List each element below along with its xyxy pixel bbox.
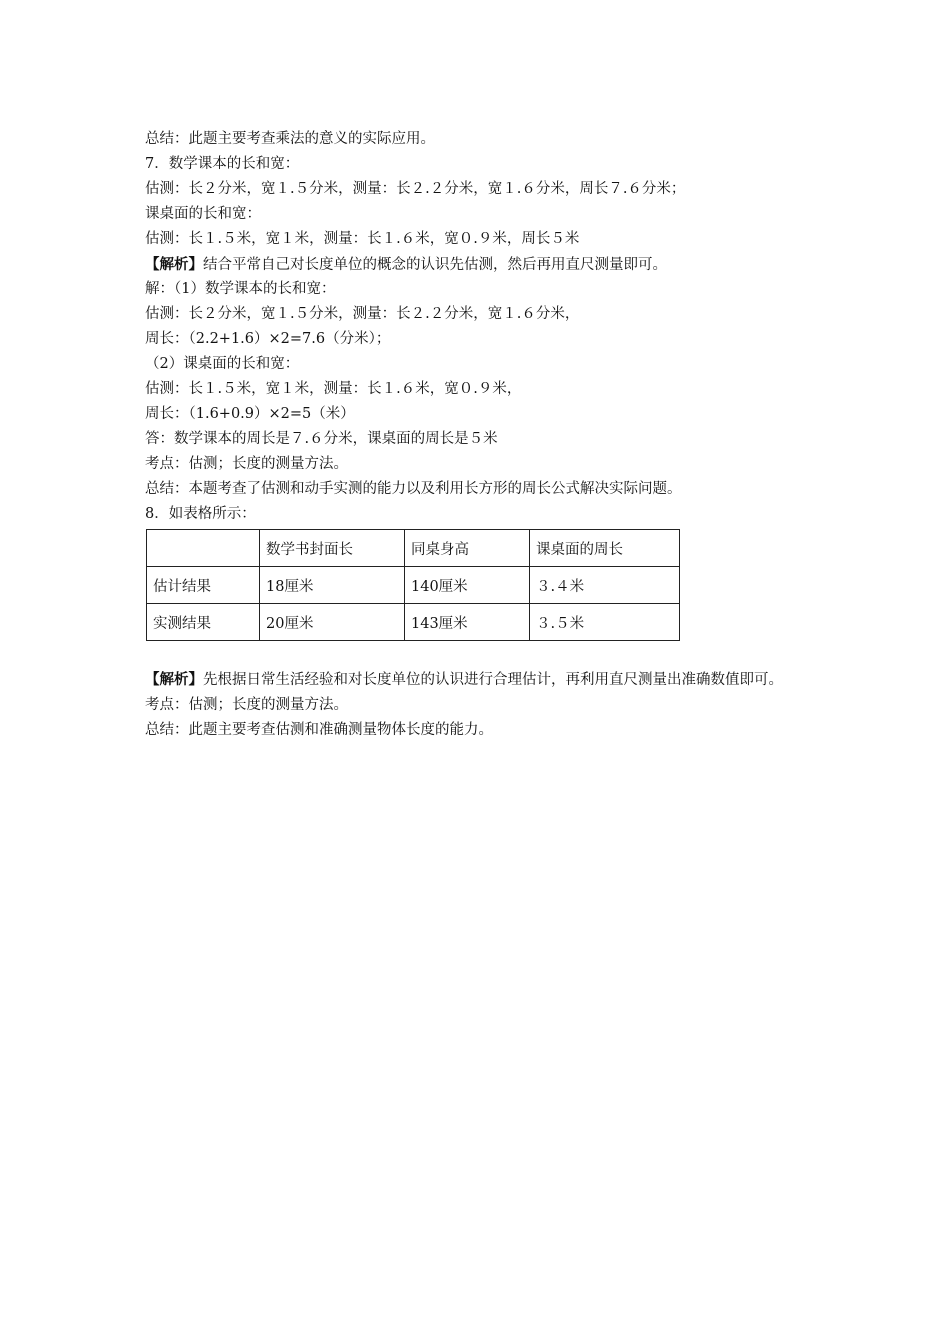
table-cell: 143厘米 xyxy=(405,604,530,641)
summary-line: 总结：此题主要考查乘法的意义的实际应用。 xyxy=(145,131,435,147)
table-cell: 18厘米 xyxy=(260,567,405,604)
document-body xyxy=(145,127,825,743)
analysis-text: 结合平常自己对长度单位的概念的认识先估测，然后再用直尺测量即可。 xyxy=(203,257,667,273)
analysis-tag: 【解析】 xyxy=(145,256,203,273)
table-cell: 20厘米 xyxy=(260,604,405,641)
summary-line: 总结：此题主要考查估测和准确测量物体长度的能力。 xyxy=(145,722,493,738)
answer-line: 估测：长２分米，宽１.５分米，测量：长２.２分米，宽１.６分米，周长７.６分米； xyxy=(145,181,686,197)
analysis-paragraph xyxy=(145,667,825,693)
table-header-cell: 课桌面的周长 xyxy=(530,530,680,567)
question-8-title: 8．如表格所示： xyxy=(145,506,256,522)
solution-line: 周长：（2.2+1.6）×2=7.6（分米）； xyxy=(145,331,391,347)
answer-line: 课桌面的长和宽： xyxy=(145,206,261,222)
table-header-cell xyxy=(147,530,260,567)
question-7-title: 7．数学课本的长和宽： xyxy=(145,156,300,172)
table-row xyxy=(147,567,680,604)
table-cell: ３.５米 xyxy=(530,604,680,641)
analysis-tag: 【解析】 xyxy=(145,671,203,688)
answer-line: 估测：长１.５米，宽１米，测量：长１.６米，宽０.９米，周长５米 xyxy=(145,231,580,247)
solution-line: （2）课桌面的长和宽： xyxy=(145,356,300,372)
summary-line: 总结：本题考查了估测和动手实测的能力以及利用长方形的周长公式解决实际问题。 xyxy=(145,481,682,497)
table-header-cell: 数学书封面长 xyxy=(260,530,405,567)
table-header-row xyxy=(147,530,680,567)
table-cell: ３.４米 xyxy=(530,567,680,604)
table-header-cell: 同桌身高 xyxy=(405,530,530,567)
table-cell: 140厘米 xyxy=(405,567,530,604)
solution-line: 周长：（1.6+0.9）×2=5（米） xyxy=(145,406,355,422)
table-row xyxy=(147,604,680,641)
solution-line: 估测：长２分米，宽１.５分米，测量：长２.２分米，宽１.６分米， xyxy=(145,306,580,322)
solution-line: 估测：长１.５米，宽１米，测量：长１.６米，宽０.９米， xyxy=(145,381,522,397)
answer-statement: 答：数学课本的周长是７.６分米，课桌面的周长是５米 xyxy=(145,431,498,447)
solution-line: 解：（1）数学课本的长和宽： xyxy=(145,281,336,297)
measurement-table xyxy=(146,529,680,641)
table-row-label: 估计结果 xyxy=(147,567,260,604)
knowledge-point: 考点：估测；长度的测量方法。 xyxy=(145,456,348,472)
analysis-line xyxy=(145,252,825,277)
table-row-label: 实测结果 xyxy=(147,604,260,641)
knowledge-point: 考点：估测；长度的测量方法。 xyxy=(145,697,348,713)
analysis-text: 先根据日常生活经验和对长度单位的认识进行合理估计，再利用直尺测量出准确数值即可。 xyxy=(203,672,783,688)
